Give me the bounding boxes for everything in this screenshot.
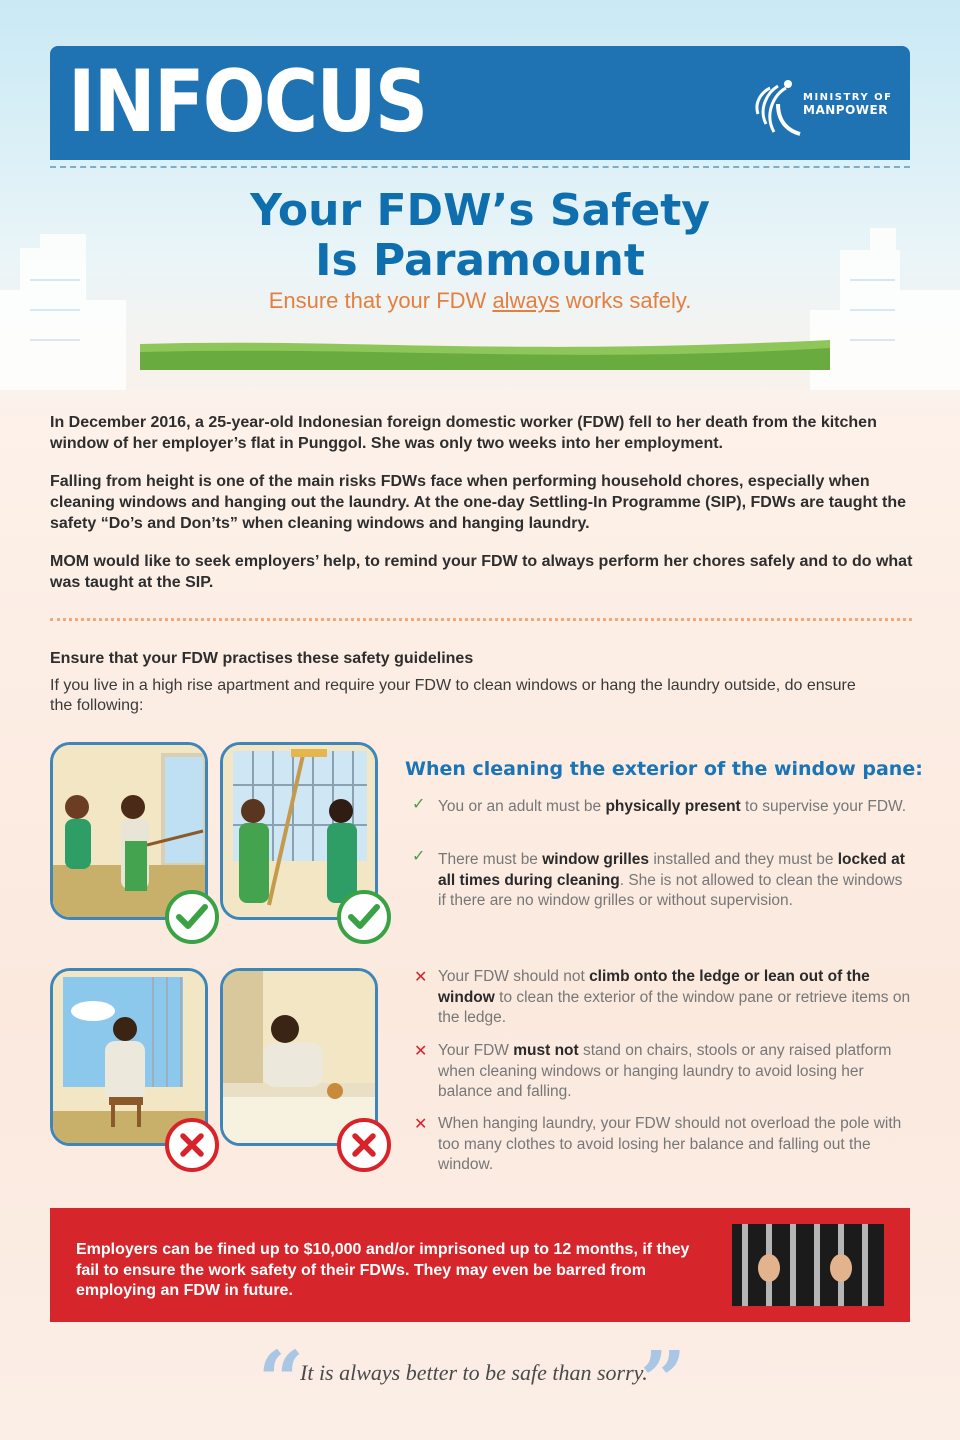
jail-bars-icon [732,1224,884,1306]
subtitle-after: works safely. [559,288,692,313]
title-line1: Your FDW’s Safety [250,185,710,236]
intro-paragraph-2: Falling from height is one of the main risks FDWs face when performing household chores, especially when cleaning windows and hanging out the laundry. At the one-day Settling-In Programme (SIP), FDWs are taught the safety “Do’s and Don’ts” when cleaning windows and hanging laundry. [50,473,907,532]
window-cleaning-heading: When cleaning the exterior of the window pane: [405,758,923,780]
subtitle-before: Ensure that your FDW [268,288,493,313]
logo-line1: MINISTRY OF [803,92,893,103]
do-item-text: installed and they must be [649,851,838,868]
dont-item-text: When hanging laundry, your FDW should not overload the pole with too many clothes to avoid losing her balance and falling out the window. [438,1115,902,1173]
window-grilles-image [223,745,375,917]
incorrect-badge-icon [165,1118,219,1172]
page-subtitle [180,288,780,314]
cross-icon: ✕ [414,1114,428,1133]
dont-item-text: Your FDW [438,1042,514,1059]
dont-item-emphasis: must not [513,1042,579,1059]
do-item-emphasis: locked at all times during cleaning [438,851,905,889]
dont-item [438,967,912,1029]
close-quote-icon: ” [640,1333,687,1427]
leaning-out-image [223,971,375,1143]
page-title [180,186,780,286]
do-item [438,797,912,818]
guidelines-intro: If you live in a high rise apartment and require your FDW to clean windows or hang the laundry outside, do ensure the following: [50,677,856,714]
do-item [438,850,912,912]
title-line2: Is Paramount [315,235,645,286]
standing-on-stool-image [53,971,205,1143]
check-icon: ✓ [412,846,426,865]
correct-badge-icon [165,890,219,944]
dont-item-emphasis: climb onto the ledge or lean out of the window [438,968,870,1006]
dont-item-text: to clean the exterior of the window pane or retrieve items on the ledge. [438,988,911,1026]
grass-hill [140,330,830,370]
do-item-emphasis: physically present [605,798,741,815]
do-item-text: . She is not allowed to clean the windows if there are no window grilles or without supervision. [438,871,903,909]
dont-item [438,1041,912,1103]
mom-logo-text [803,92,893,116]
mom-logo-icon [748,74,808,140]
check-icon: ✓ [412,794,426,813]
correct-badge-icon [337,890,391,944]
penalty-warning-text: Employers can be fined up to $10,000 and/or imprisoned up to 12 months, if they fail to ensure the work safety of their FDWs. They may even be barred from employing an FDW in future. [76,1241,690,1299]
intro-paragraph-3: MOM would like to seek employers’ help, to remind your FDW to always perform her chores safely and to do what was taught at the SIP. [50,553,913,591]
dont-item [438,1114,912,1176]
incorrect-badge-icon [337,1118,391,1172]
header-divider [50,166,910,168]
cross-icon: ✕ [414,967,428,986]
section-divider [50,618,912,621]
brand-title: INFOCUS [68,52,427,152]
closing-quote-text: It is always better to be safe than sorry. [300,1360,648,1385]
dont-item-text: stand on chairs, stools or any raised platform when cleaning windows or hanging laundry to avoid losing her balance and falling. [438,1042,892,1100]
intro-paragraph-1: In December 2016, a 25-year-old Indonesian foreign domestic worker (FDW) fell to her death from the kitchen window of her employer’s flat in Punggol. She was only two weeks into her employment. [50,414,877,452]
subtitle-emphasis: always [492,288,560,313]
logo-line2: MANPOWER [803,103,888,117]
cross-icon: ✕ [414,1041,428,1060]
open-quote-icon: “ [258,1333,305,1427]
dont-item-text: Your FDW should not [438,968,590,985]
do-item-text: You or an adult must be [438,798,606,815]
do-item-text: to supervise your FDW. [740,798,907,815]
do-item-emphasis: window grilles [542,851,650,868]
do-item-text: There must be [438,851,543,868]
guidelines-heading: Ensure that your FDW practises these safety guidelines [50,650,474,667]
